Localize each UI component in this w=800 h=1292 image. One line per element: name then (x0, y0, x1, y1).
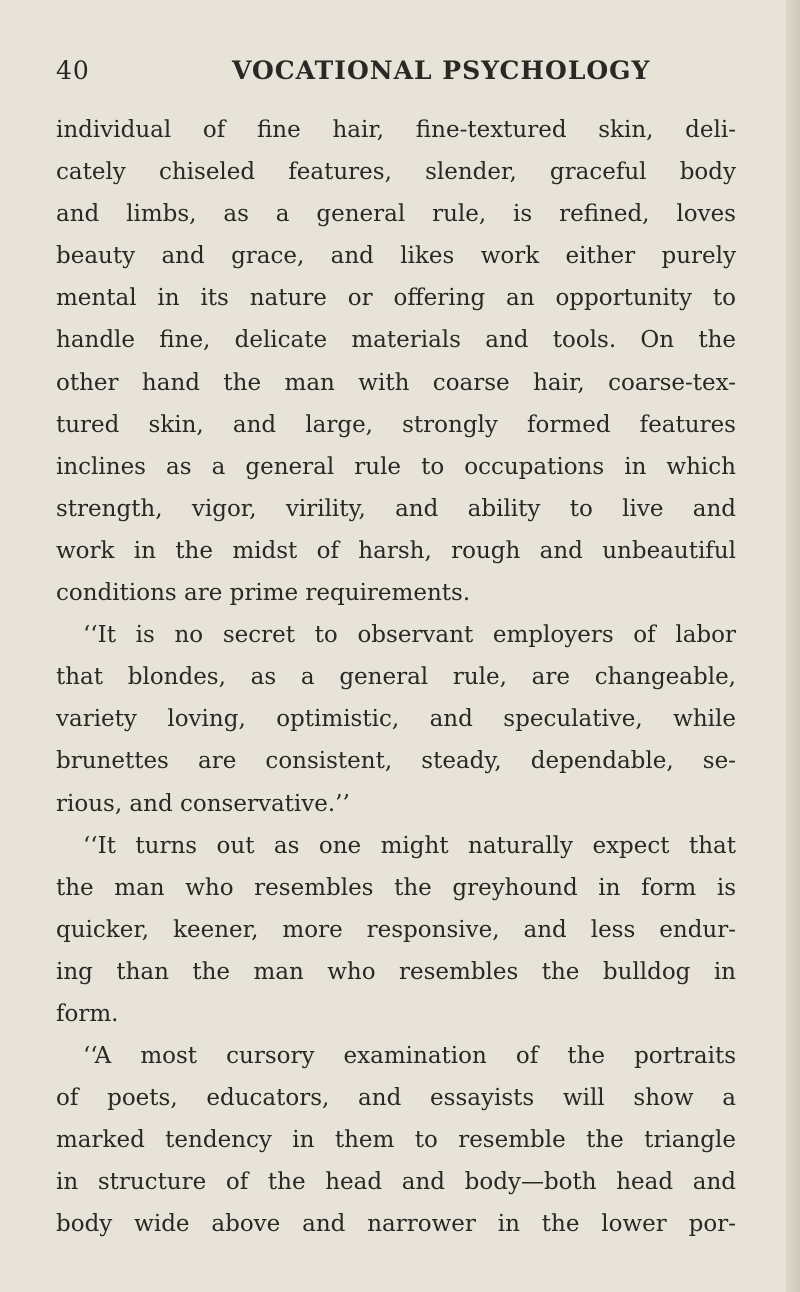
page-number: 40 (56, 56, 90, 85)
text-line: of poets, educators, and essayists will show a (56, 1085, 736, 1112)
text-line: ‘‘It is no secret to observant employers of labor (83, 622, 736, 649)
text-line: and limbs, as a general rule, is refined, loves (56, 201, 736, 228)
running-head (56, 56, 716, 96)
text-line: other hand the man with coarse hair, coarse-tex- (56, 369, 736, 396)
text-line: ‘‘It turns out as one might naturally expect that (83, 832, 736, 859)
text-line: that blondes, as a general rule, are changeable, (56, 664, 736, 691)
text-line: ing than the man who resembles the bulldog in (56, 958, 736, 985)
text-line: individual of fine hair, fine-textured skin, deli- (56, 117, 736, 143)
text-line: form. (56, 1000, 119, 1027)
text-line: conditions are prime requirements. (56, 580, 471, 607)
text-line: the man who resembles the greyhound in form is (56, 874, 736, 901)
text-line: ‘‘A most cursory examination of the portraits (83, 1043, 736, 1070)
text-line: strength, vigor, virility, and ability to live and (56, 495, 736, 522)
text-line: in structure of the head and body—both head and (56, 1169, 736, 1196)
text-line: cately chiseled features, slender, graceful body (56, 159, 736, 186)
text-line: handle fine, delicate materials and tools. On the (56, 327, 736, 354)
text-line: tured skin, and large, strongly formed features (56, 411, 736, 438)
text-line: variety loving, optimistic, and speculative, while (56, 706, 736, 733)
text-line: marked tendency in them to resemble the triangle (56, 1127, 736, 1154)
text-line: quicker, keener, more responsive, and less endur- (56, 916, 736, 943)
text-line: rious, and conservative.’’ (56, 790, 350, 817)
body-text (56, 109, 736, 1246)
text-line: inclines as a general rule to occupations in which (56, 453, 736, 480)
text-line: beauty and grace, and likes work either purely (56, 243, 736, 270)
text-line: mental in its nature or offering an opportunity to (56, 285, 736, 312)
text-line: body wide above and narrower in the lower por- (56, 1211, 736, 1238)
page-edge-shadow (786, 0, 800, 1292)
running-title: VOCATIONAL PSYCHOLOGY (232, 56, 651, 85)
text-line: brunettes are consistent, steady, dependable, se- (56, 748, 736, 775)
text-line: work in the midst of harsh, rough and unbeautiful (56, 537, 736, 564)
